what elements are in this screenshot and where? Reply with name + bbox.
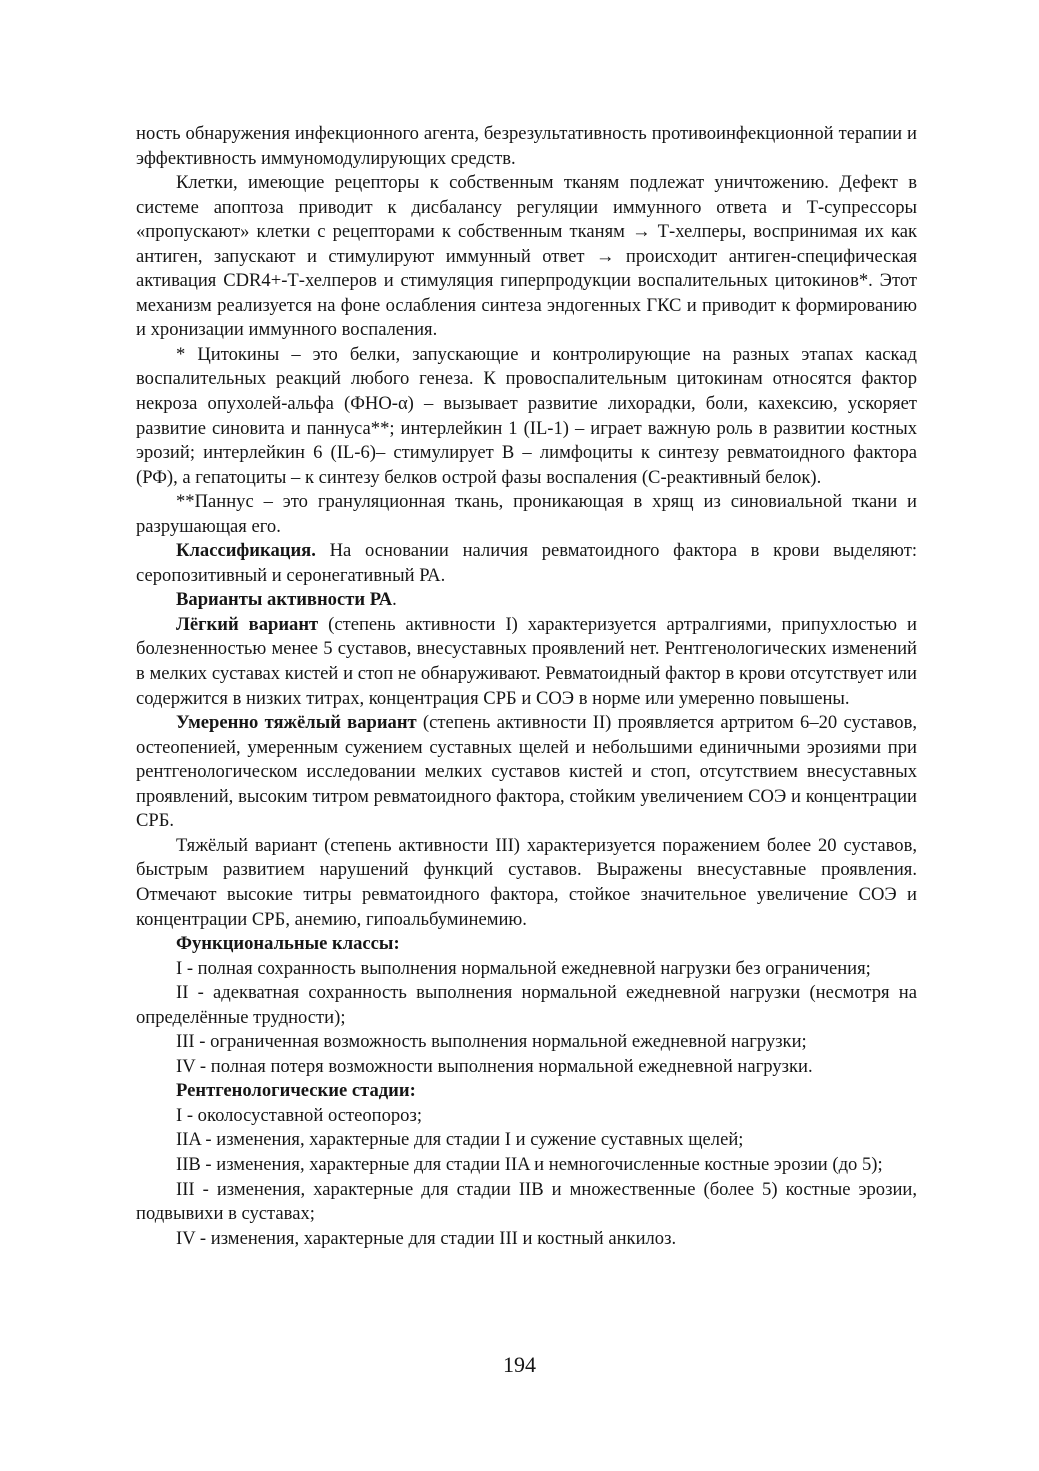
list-item-xray-stage-4: IV - изменения, характерные для стадии III и костный анкилоз. xyxy=(176,1227,677,1249)
list-item-xray-stage-2a: IIA - изменения, характерные для стадии I и сужение суставных щелей; xyxy=(176,1129,744,1151)
list-item-xray-stage-2b: IIB - изменения, характерные для стадии IIA и немногочисленные костные эрозии (до 5); xyxy=(176,1153,883,1175)
paragraph-functional-classes-heading xyxy=(136,932,917,957)
functional-classes-heading: Функциональные классы: xyxy=(176,933,400,955)
paragraph-cytokines-footnote: * Цитокины – это белки, запускающие и контролирующие на разных этапах каскад воспалительных реакций любого генеза. К провоспалительным цитокинам относятся фактор некроза опухолей-альфа (ФНО-α) – вызывает развитие лихорадки, боли, кахексию, ускоряет развитие синовита и паннуса**; интерлейкин 1 (IL-1) – играет важную роль в развитии костных эрозий; интерлейкин 6 (IL-6)– стимулирует В – лимфоциты к синтезу ревматоидного фактора (РФ), а гепатоциты – к синтезу белков острой фазы воспаления (С-реактивный белок). xyxy=(136,343,917,488)
paragraph-pannus-footnote: **Паннус – это грануляционная ткань, проникающая в хрящ из синовиальной ткани и разрушающая его. xyxy=(136,491,917,537)
paragraph-moderate-variant: Умеренно тяжёлый вариант (степень активности II) проявляется артритом 6–20 суставов, остеопенией, умеренным сужением суставных щелей и небольшими единичными эрозиями при рентгенологическом исследовании мелких суставов кистей и стоп, отсутствием внесуставных проявлений, высоким титром ревматоидного фактора, стойким увеличением СОЭ и концентрации СРБ. xyxy=(136,712,917,832)
classification-heading: Классификация. xyxy=(176,540,316,562)
page-body xyxy=(136,122,917,1251)
xray-stages-heading: Рентгенологические стадии: xyxy=(176,1080,416,1102)
paragraph-continuation: ность обнаружения инфекционного агента, безрезультативность противоинфекционной терапии и эффективность иммуномодулирующих средств. xyxy=(136,123,917,169)
paragraph-mild-variant: Лёгкий вариант (степень активности I) характеризуется артралгиями, припухлостью и болезненностью менее 5 суставов, внесуставных проявлений нет. Рентгенологических изменений в мелких суставах кистей и стоп не обнаруживают. Ревматоидный фактор в крови отсутствует или содержится в низких титрах, концентрация СРБ и СОЭ в норме или умеренно повышены. xyxy=(136,613,917,709)
paragraph-xray-stages-heading xyxy=(136,1079,917,1104)
paragraph-classification: Классификация. На основании наличия ревматоидного фактора в крови выделяют: серопозитивный и серонегативный РА. xyxy=(136,540,917,586)
paragraph-apoptosis: Клетки, имеющие рецепторы к собственным тканям подлежат уничтожению. Дефект в системе апоптоза приводит к дисбалансу регуляции иммунного ответа и Т-супрессоры «пропускают» клетки с рецепторами к собственным тканям → Т-хелперы, воспринимая их как антиген, запускают и стимулируют иммунный ответ → происходит антиген-специфическая активация CDR4+-Т-хелперов и стимуляция гиперпродукции воспалительных цитокинов*. Этот механизм реализуется на фоне ослабления синтеза эндогенных ГКС и приводит к формированию и хронизации иммунного воспаления. xyxy=(136,172,917,341)
activity-variants-heading: Варианты активности РА xyxy=(176,589,393,611)
list-item-functional-class-4: IV - полная потеря возможности выполнения нормальной ежедневной нагрузки. xyxy=(176,1055,813,1077)
list-item-xray-stage-1: I - околосуставной остеопороз; xyxy=(176,1104,422,1126)
paragraph-activity-variants: Варианты активности РА. xyxy=(176,589,397,611)
paragraph-severe-variant: Тяжёлый вариант (степень активности III) характеризуется поражением более 20 суставов, быстрым развитием нарушений функций суставов. Выражены внесуставные проявления. Отмечают высокие титры ревматоидного фактора, стойкое значительное увеличение СОЭ и концентрации СРБ, анемию, гипоальбуминемию. xyxy=(136,834,917,930)
list-item-functional-class-1: I - полная сохранность выполнения нормальной ежедневной нагрузки без ограничения; xyxy=(176,957,871,979)
page-number: 194 xyxy=(503,1352,536,1377)
list-item-functional-class-2: II - адекватная сохранность выполнения нормальной ежедневной нагрузки (несмотря на определённые трудности); xyxy=(136,982,917,1028)
mild-variant-term: Лёгкий вариант xyxy=(176,613,319,635)
list-item-functional-class-3: III - ограниченная возможность выполнения нормальной ежедневной нагрузки; xyxy=(176,1031,807,1053)
moderate-variant-term: Умеренно тяжёлый вариант xyxy=(176,712,417,734)
list-item-xray-stage-3: III - изменения, характерные для стадии IIB и множественные (более 5) костные эрозии, подвывихи в суставах; xyxy=(136,1178,917,1225)
